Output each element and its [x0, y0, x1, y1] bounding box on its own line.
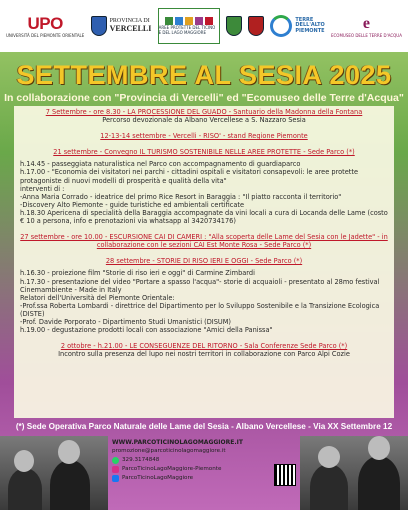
event-3-line-6: h.18.30 Apericena di specialità della Baraggia accompagnate da vini locali a cura di Locanda delle Lame (costo € 10 a persona, info e prenotazioni via whatsapp al 3420734176): [20, 208, 388, 226]
aree-squares-icon: [165, 17, 213, 25]
aree-protette-logo: [158, 8, 220, 44]
provincia-line1: PROVINCIA DI: [109, 18, 150, 25]
event-3-heading: 21 settembre - Convegno IL TURISMO SOSTENIBILE NELLE AREE PROTETTE - Sede Parco (*): [53, 148, 355, 157]
ecomuseo-caption: ECOMUSEO DELLE TERRE D'ACQUA: [330, 32, 402, 38]
event-3-line-5: -Discovery Alto Piemonte - guide turistiche ed ambientali certificate: [20, 200, 245, 209]
terre-circle-icon: [270, 15, 292, 37]
event-2-heading: 12-13-14 settembre - Vercelli - RISO' - stand Regione Piemonte: [100, 132, 308, 141]
phone-row[interactable]: [112, 456, 296, 465]
instagram-text: ParcoTicinoLagoMaggiore-Piemonte: [122, 466, 222, 472]
email-text: promozione@parcoticinolagomaggiore.it: [112, 448, 226, 454]
event-5-line-2: h.17.30 - presentazione del video "Portare a spasso l'acqua"- storie di acquaioli - presentato al 28mo festival Cinemambiente - Made in Italy: [20, 277, 380, 294]
provincia-line2: VERCELLI: [109, 23, 152, 33]
venue-footnote: (*) Sede Operativa Parco Naturale delle Lame del Sesia - Albano Vercellese - Via XX Settembre 12: [15, 422, 393, 431]
event-4-heading: 27 settembre - ore 10.00 - ESCURSIONE CAI DI CAMERI : "Alla scoperta delle Lame del Sesia con le Jadette" - in collaborazione con le sezioni CAI Est Monte Rosa - Sede Parco (*): [20, 233, 388, 250]
event-5-heading: 28 settembre - STORIE DI RISO IERI E OGGI - Sede Parco (*): [105, 257, 303, 266]
event-3-line-3: interventi di :: [20, 184, 65, 193]
photo-right: [300, 436, 408, 510]
event-3-line-2: h.17.00 - "Economia dei visitatori nei parchi - cittadini ospitali e visitatori consapevoli: le aree protette protagoniste di nuovi modelli di prosperità e qualità della vita": [20, 168, 359, 185]
qr-code-icon[interactable]: [274, 464, 296, 486]
page-subtitle: In collaborazione con "Provincia di Vercelli" ed "Ecomuseo delle Terre d'Acqua": [4, 92, 404, 104]
event-6-description: Incontro sulla presenza del lupo nei nostri territori in collaborazione con Parco Alpi Cozie: [58, 350, 350, 359]
page-title: SETTEMBRE AL SESIA 2025: [16, 60, 392, 90]
terre-alto-piemonte-logo: [270, 4, 324, 48]
facebook-icon: [112, 475, 119, 482]
upo-logo: [6, 4, 84, 48]
logo-bar: [0, 0, 408, 52]
photo-left: [0, 436, 108, 510]
municipal-crest-2-icon: [248, 16, 264, 36]
upo-mark: UPO: [27, 13, 63, 33]
event-5-line-3: Relatori dell'Università del Piemonte Orientale:: [20, 293, 175, 302]
provincia-logo: [91, 4, 152, 48]
aree-caption: AREE PROTETTE DEL TICINO E DEL LAGO MAGGIORE: [158, 25, 216, 35]
instagram-icon: [112, 466, 119, 473]
municipal-crest-icon: [226, 16, 242, 36]
upo-caption: UNIVERSITÀ DEL PIEMONTE ORIENTALE: [6, 32, 85, 38]
event-6-heading: 2 ottobre - h.21.00 - LE CONSEGUENZE DEL RITORNO - Sala Conferenze Sede Parco (*): [60, 342, 348, 351]
facebook-row[interactable]: [112, 474, 296, 483]
event-5-line-1: h.16.30 - proiezione film "Storie di riso ieri e oggi" di Carmine Zimbardi: [20, 269, 255, 278]
facebook-text: ParcoTicinoLagoMaggiore: [122, 475, 194, 481]
event-5-line-5: -Prof. Davide Porporato - Dipartimento Studi Umanistici (DISUM): [20, 317, 231, 326]
whatsapp-icon: [112, 457, 119, 464]
contact-panel: [112, 438, 296, 508]
event-5-line-6: h.19.00 - degustazione prodotti locali con associazione "Amici della Panissa": [20, 326, 273, 335]
website-link[interactable]: WWW.PARCOTICINOLAGOMAGGIORE.IT: [112, 439, 243, 446]
phone-text: 329.3174848: [122, 457, 160, 463]
email-row[interactable]: [112, 447, 296, 456]
event-5-line-4: -Prof.ssa Roberta Lombardi - direttrice del Dipartimento per lo Sviluppo Sostenibile e la Transizione Ecologica (DISTE): [20, 301, 380, 318]
provincia-crest-icon: [91, 16, 107, 36]
terre-line1: TERRE: [295, 16, 314, 23]
event-1-heading: 7 Settembre - ore 8.30 - LA PROCESSIONE DEL GUADO - Santuario della Madonna della Fontana: [45, 108, 363, 116]
terre-line3: PIEMONTE: [295, 27, 325, 34]
terre-line2: DELL'ALTO: [295, 22, 325, 29]
event-3-line-1: h.14.45 - passeggiata naturalistica nel Parco con accompagnamento di guardiaparco: [20, 160, 301, 169]
event-3-line-4: -Anna Maria Corrado - ideatrice del primo Rice Resort in Baraggia : "Il piatto racconta il territorio": [20, 192, 342, 201]
ecomuseo-logo: [331, 4, 402, 48]
ecomuseo-mark: e: [362, 14, 371, 32]
event-1-description: Percorso devozionale da Albano Vercellese a S. Nazzaro Sesia: [102, 116, 306, 125]
program-panel: [14, 106, 394, 418]
instagram-row[interactable]: [112, 465, 296, 474]
